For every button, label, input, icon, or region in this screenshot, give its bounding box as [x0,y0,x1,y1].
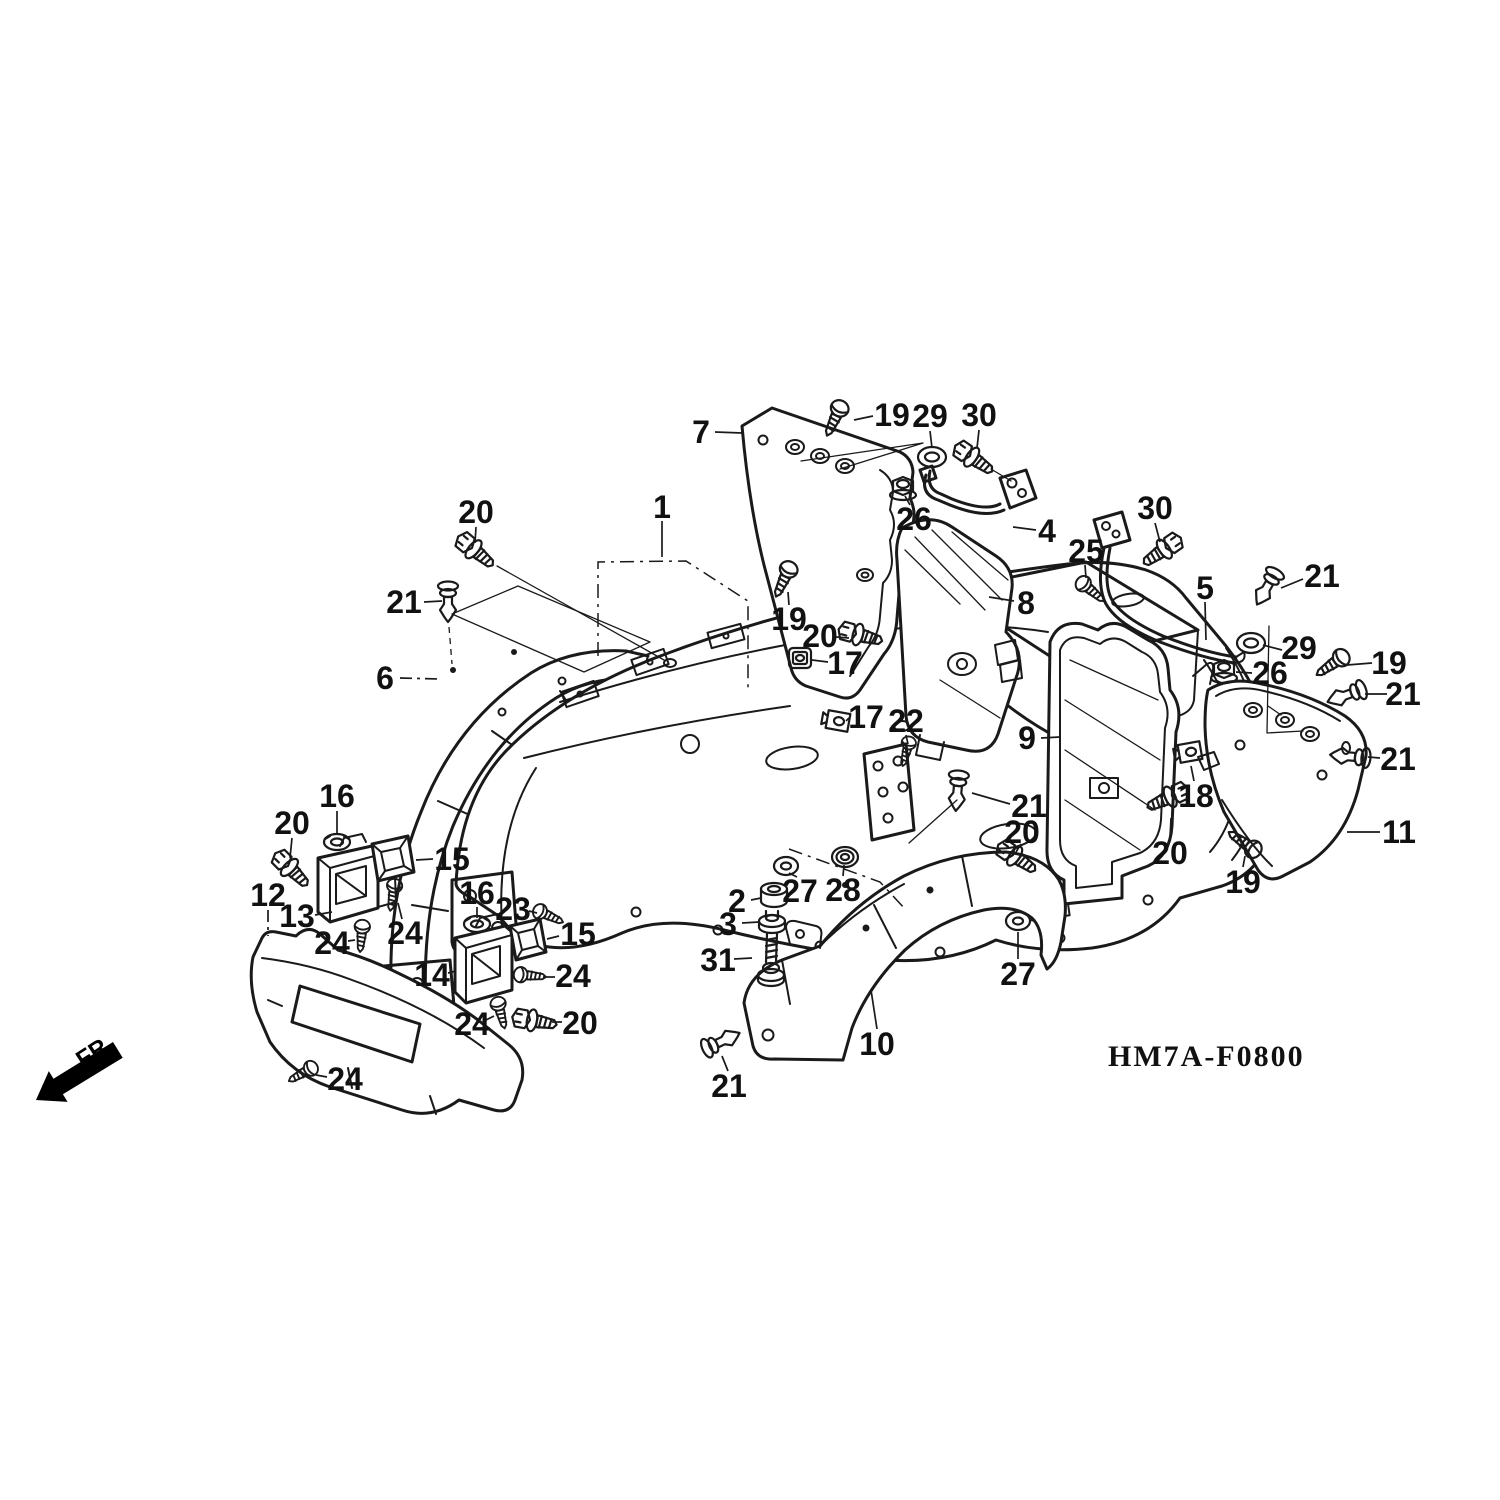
front-direction-marker [36,1030,123,1102]
callout-27: 27 [782,873,818,909]
screw-19-icon [1312,646,1353,683]
bolt-20-icon [510,1006,558,1035]
callout-24: 24 [314,925,350,961]
callout-leader-21 [424,601,442,602]
callout-19: 19 [771,601,807,637]
callout-29: 29 [1281,630,1317,666]
diagram-code: HM7A-F0800 [1108,1040,1305,1073]
callout-21: 21 [1011,788,1047,824]
callout-leader-21 [1368,757,1380,758]
callout-5: 5 [1196,570,1214,606]
callout-1: 1 [653,489,671,525]
callout-20: 20 [1152,835,1188,871]
part-15-bezel-left [372,836,414,881]
callout-12: 12 [250,877,286,913]
bolt-30-icon [949,437,998,481]
callout-10: 10 [859,1026,895,1062]
screw-24-icon [352,919,370,953]
clip-21-icon [1248,564,1286,609]
callout-22: 22 [888,703,924,739]
callout-11: 11 [1382,814,1416,850]
callout-19: 19 [1371,645,1407,681]
callout-leader-7 [715,432,742,433]
callout-16: 16 [319,778,355,814]
callout-4: 4 [1038,513,1056,549]
callout-26: 26 [1252,655,1288,691]
callout-21: 21 [1385,676,1421,712]
callout-leader-26 [1236,672,1252,673]
callout-17: 17 [848,699,884,735]
callout-17: 17 [827,645,863,681]
clip-21-icon [699,1024,744,1059]
callout-31: 31 [700,942,736,978]
callout-leader-4 [1013,527,1036,530]
callout-13: 13 [279,898,315,934]
callout-18: 18 [1178,778,1214,814]
callout-leader-3 [742,922,759,923]
callout-23: 23 [495,891,531,927]
callout-leader-19 [1347,663,1372,665]
screw-24-icon [489,995,512,1030]
callout-leader-10 [871,990,877,1029]
callout-8: 8 [1017,585,1035,621]
callout-20: 20 [1004,814,1040,850]
callout-2: 2 [728,883,746,919]
callout-24: 24 [454,1006,490,1042]
callout-30: 30 [961,397,997,433]
callout-25: 25 [1068,533,1104,569]
callout-24: 24 [327,1061,363,1097]
callout-leader-20 [290,838,292,858]
callout-20: 20 [458,494,494,530]
callout-21: 21 [1304,558,1340,594]
callout-leader-6 [400,678,440,679]
callout-26: 26 [896,501,932,537]
callout-leader-9 [1041,737,1060,738]
callout-leader-15 [416,859,433,860]
nut-16-icon [324,834,350,850]
callout-20: 20 [562,1005,598,1041]
callout-leader-20 [836,637,849,638]
washer-29-icon [918,447,946,467]
callout-27: 27 [1000,956,1036,992]
bolt-30-icon [1138,529,1187,573]
callout-leader-21 [1281,579,1303,588]
fr-label: FR. [71,1029,119,1074]
callout-24: 24 [555,958,591,994]
callout-20: 20 [274,805,310,841]
callout-14: 14 [414,957,450,993]
callout-leader-19 [854,416,873,420]
callout-15: 15 [434,841,470,877]
callout-leader-31 [734,958,752,959]
callout-24: 24 [387,915,423,951]
callout-leader-5 [1205,602,1206,640]
callout-20: 20 [802,618,838,654]
callout-9: 9 [1018,720,1036,756]
callout-16: 16 [459,875,495,911]
callout-28: 28 [825,872,861,908]
washer-29-icon [1237,633,1265,653]
callout-15: 15 [560,916,596,952]
callout-6: 6 [376,660,394,696]
callout-21: 21 [1380,741,1416,777]
callout-29: 29 [912,398,948,434]
callout-19: 19 [1225,864,1261,900]
callout-7: 7 [692,414,710,450]
part-4-brace-pipe [920,466,1036,514]
screw-24-icon [513,966,547,984]
callout-leader-29 [1263,645,1282,650]
callout-30: 30 [1137,490,1173,526]
part-14-headlight-case-right [455,914,512,1003]
callout-3: 3 [719,906,737,942]
callout-19: 19 [874,397,910,433]
callout-21: 21 [711,1068,747,1104]
callout-21: 21 [386,584,422,620]
